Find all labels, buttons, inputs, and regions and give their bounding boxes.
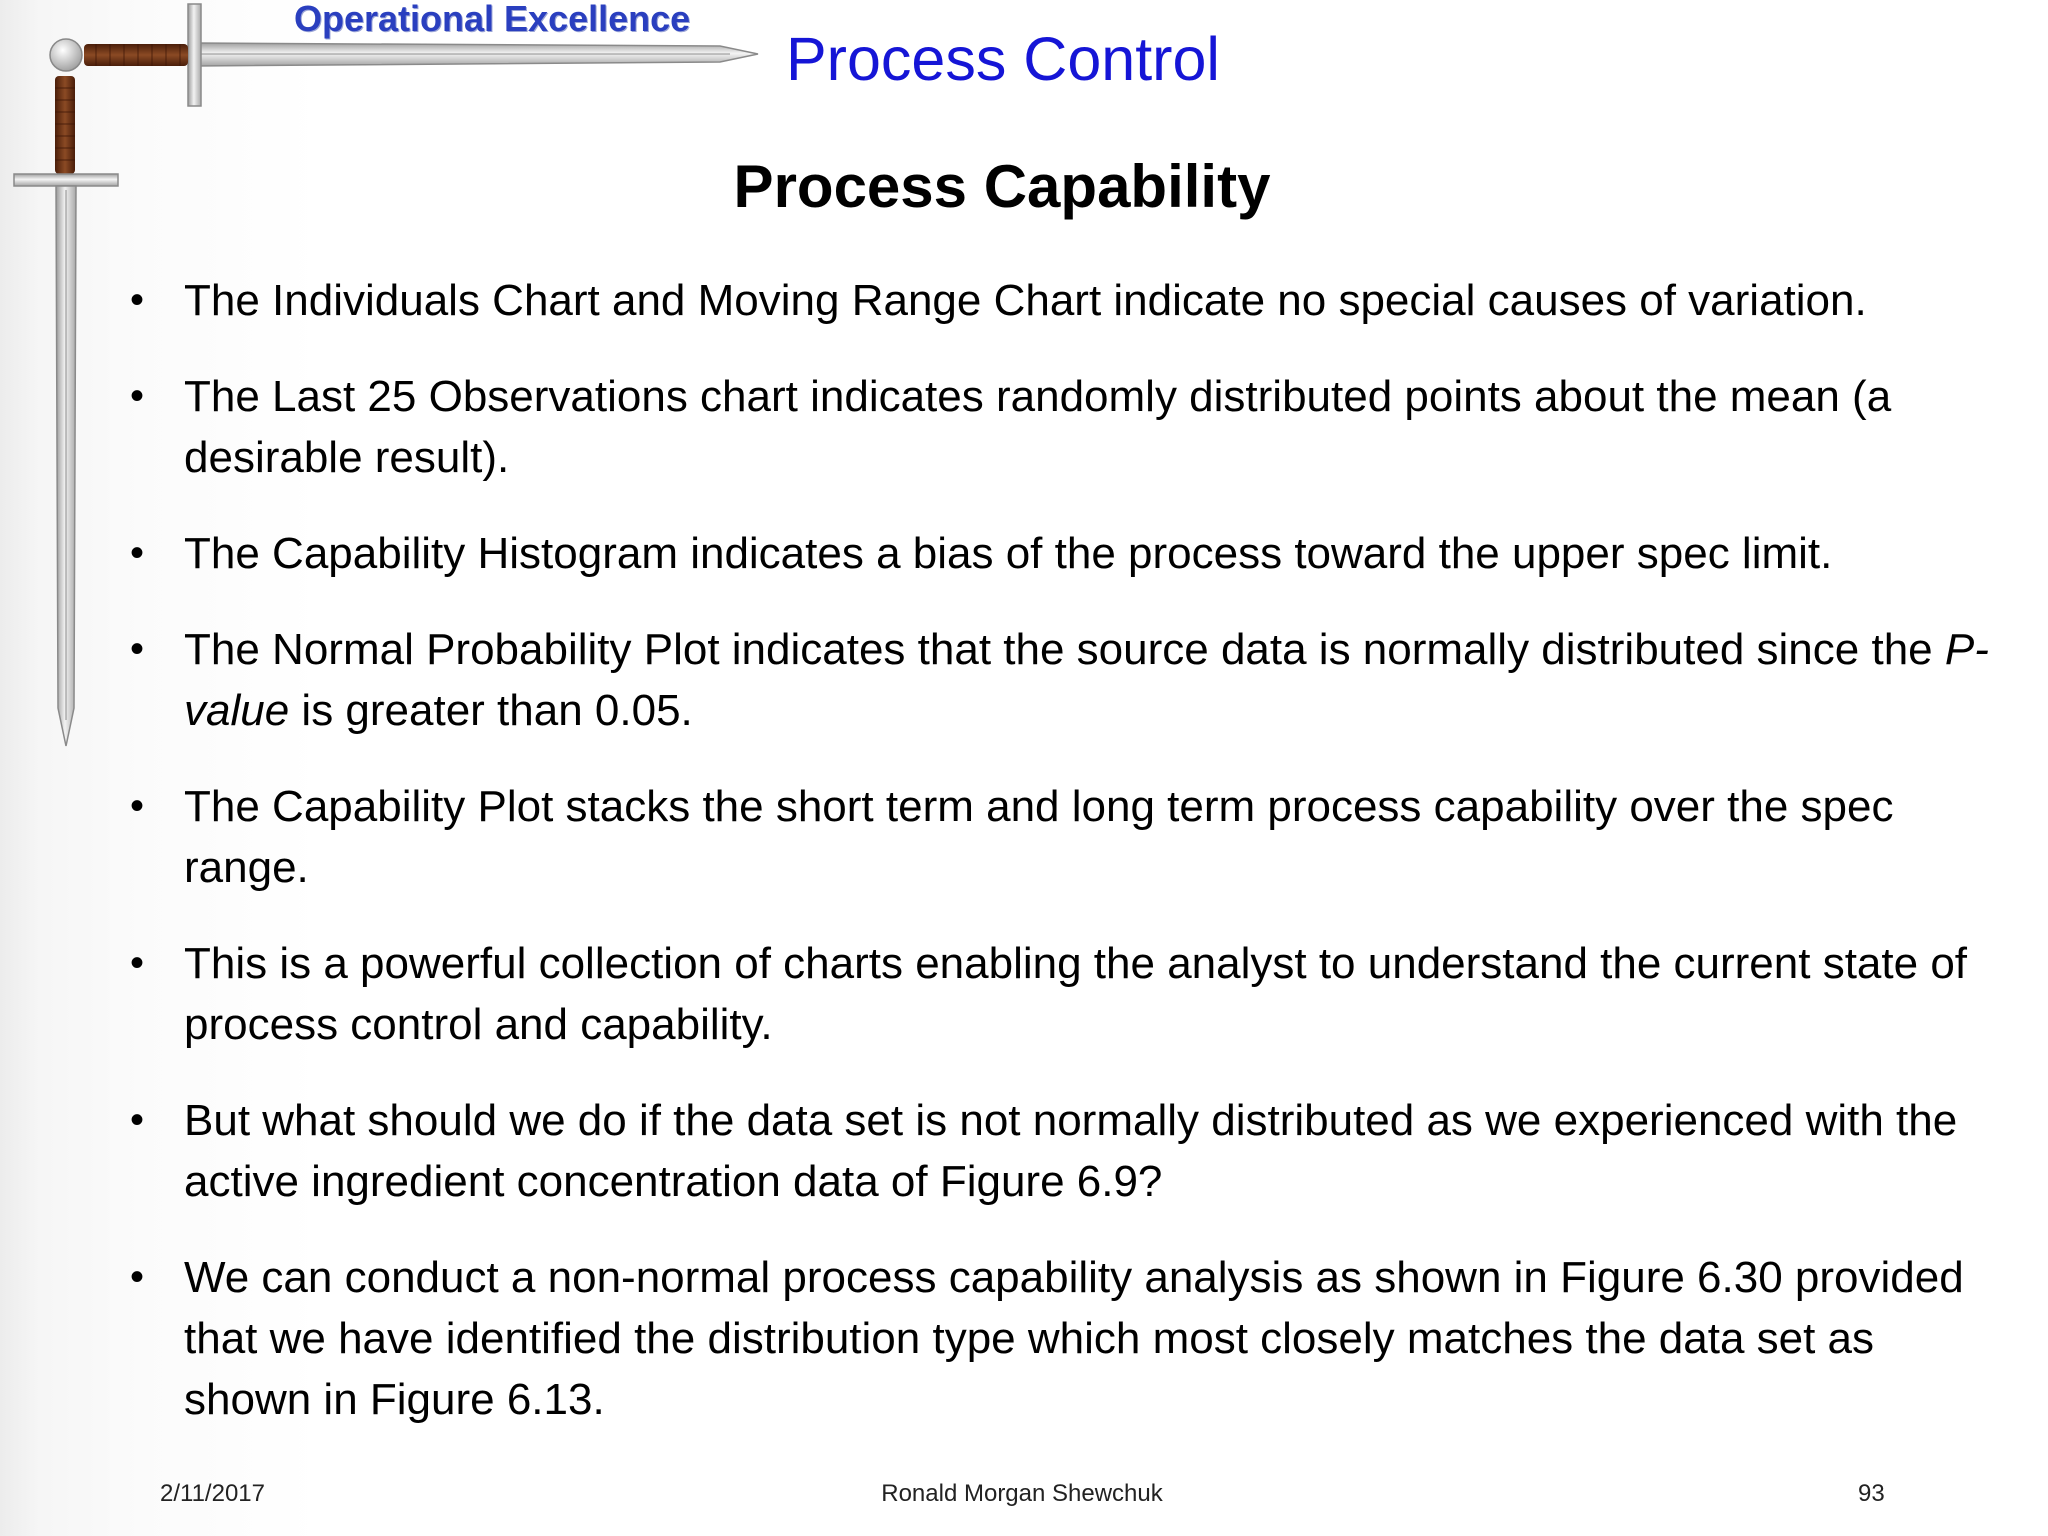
bullet-text: The Individuals Chart and Moving Range Chart indicate no special causes of variation. xyxy=(184,276,1867,325)
footer-author-text: Ronald Morgan Shewchuk xyxy=(881,1480,1163,1507)
slide-title xyxy=(0,152,2048,221)
bullet-item xyxy=(130,523,1990,584)
p-value-term: P-value xyxy=(184,625,1989,735)
footer-author xyxy=(0,1480,2048,1508)
bullet-dot: • xyxy=(130,627,145,671)
bullet-text: But what should we do if the data set is not normally distributed as we experienced with the active ingredient concentration data of Figure 6.9? xyxy=(184,1096,1958,1206)
brand-label: Operational Excellence xyxy=(294,0,691,39)
bullet-dot: • xyxy=(130,1098,145,1142)
bullet-text: The Last 25 Observations chart indicates randomly distributed points about the mean (a desirable result). xyxy=(184,372,1892,482)
footer-date: 2/11/2017 xyxy=(160,1480,265,1507)
bullet-item xyxy=(130,270,1990,331)
bullet-list xyxy=(130,270,1990,1465)
bullet-item xyxy=(130,619,1990,741)
bullet-item xyxy=(130,933,1990,1055)
bullet-dot: • xyxy=(130,531,145,575)
slide-title-text: Process Capability xyxy=(733,153,1271,220)
bullet-dot: • xyxy=(130,278,145,322)
bullet-item xyxy=(130,1247,1990,1430)
bullet-item xyxy=(130,1090,1990,1212)
bullet-text: The Capability Histogram indicates a bias of the process toward the upper spec limit. xyxy=(184,529,1833,578)
bullet-text-pre: The Normal Probability Plot indicates that the source data is normally distributed since the xyxy=(184,625,1945,674)
bullet-dot: • xyxy=(130,784,145,828)
bullet-text-post: is greater than 0.05. xyxy=(289,686,693,735)
bullet-item xyxy=(130,366,1990,488)
bullet-text: We can conduct a non-normal process capability analysis as shown in Figure 6.30 provided that we have identified the distribution type which most closely matches the data set as shown in Figure 6.13. xyxy=(184,1253,1964,1424)
bullet-text: The Capability Plot stacks the short term and long term process capability over the spec range. xyxy=(184,782,1894,892)
section-title: Process Control xyxy=(786,25,1220,93)
bullet-text: This is a powerful collection of charts enabling the analyst to understand the current state of process control and capability. xyxy=(184,939,1968,1049)
bullet-dot: • xyxy=(130,941,145,985)
footer-page-number: 93 xyxy=(1858,1480,1885,1507)
bullet-item xyxy=(130,776,1990,898)
bullet-dot: • xyxy=(130,1255,145,1299)
bullet-dot: • xyxy=(130,374,145,418)
